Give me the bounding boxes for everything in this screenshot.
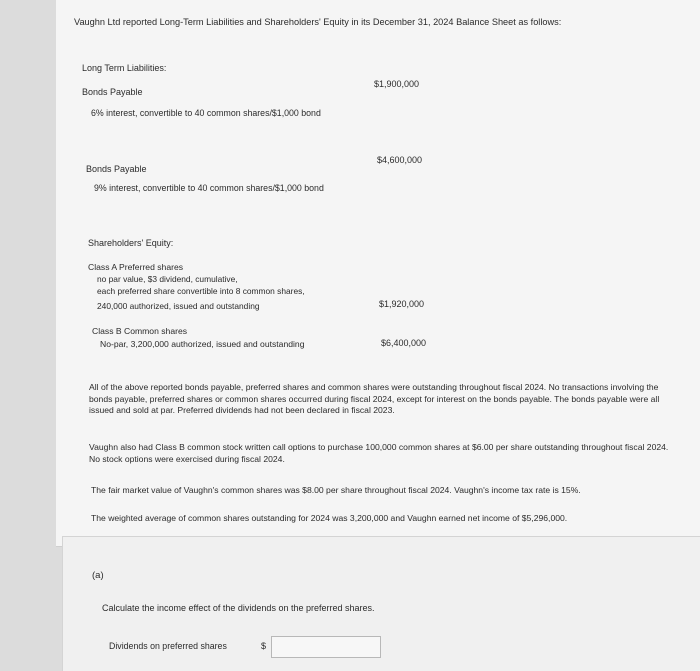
long-term-liabilities-heading: Long Term Liabilities:: [82, 63, 167, 73]
class-a-line2: each preferred share convertible into 8 common shares,: [97, 286, 305, 296]
class-a-amount: $1,920,000: [379, 299, 425, 309]
note-paragraph-2: Vaughn also had Class B common stock written call options to purchase 100,000 common shares at $6.00 per share outstanding throughout fiscal 2024. No stock options were exercised during fiscal 2024.: [89, 442, 669, 464]
class-b-amount: $6,400,000: [381, 338, 427, 348]
bonds-payable-amount-2: $4,600,000: [377, 155, 423, 165]
dividends-input[interactable]: [271, 636, 381, 658]
shareholders-equity-heading: Shareholders' Equity:: [88, 238, 174, 248]
bonds-payable-label-1: Bonds Payable: [82, 87, 143, 97]
question-prompt: Calculate the income effect of the dividends on the preferred shares.: [102, 603, 375, 613]
class-b-label: Class B Common shares: [92, 326, 188, 336]
currency-symbol: $: [261, 641, 267, 651]
bonds-payable-desc-1: 6% interest, convertible to 40 common shares/$1,000 bond: [91, 108, 321, 118]
bonds-payable-desc-2: 9% interest, convertible to 40 common shares/$1,000 bond: [94, 183, 324, 193]
class-a-label: Class A Preferred shares: [88, 262, 184, 272]
dividends-field-label: Dividends on preferred shares: [109, 641, 227, 651]
note-paragraph-1: All of the above reported bonds payable, preferred shares and common shares were outstanding throughout fiscal 2024. No transactions involving the bonds payable, preferred shares or common shares occurred during fiscal 2024, except for interest on the bonds payable. The bonds payable were all issued and sold at par. Preferred dividends had not been declared in fiscal 2023.: [89, 382, 660, 416]
class-a-line1: no par value, $3 dividend, cumulative,: [97, 274, 238, 284]
class-b-line1: No-par, 3,200,000 authorized, issued and outstanding: [100, 339, 305, 349]
part-label: (a): [92, 570, 104, 581]
bonds-payable-label-2: Bonds Payable: [86, 164, 147, 174]
note-paragraph-3: The fair market value of Vaughn's common shares was $8.00 per share throughout fiscal 2024. Vaughn's income tax rate is 15%.: [91, 485, 581, 495]
note-paragraph-4: The weighted average of common shares outstanding for 2024 was 3,200,000 and Vaughn earned net income of $5,296,000.: [91, 513, 568, 523]
intro-text: Vaughn Ltd reported Long-Term Liabilities and Shareholders' Equity in its December 31, 2024 Balance Sheet as follows:: [74, 17, 562, 27]
class-a-line3: 240,000 authorized, issued and outstanding: [97, 301, 260, 311]
bonds-payable-amount-1: $1,900,000: [374, 79, 420, 89]
